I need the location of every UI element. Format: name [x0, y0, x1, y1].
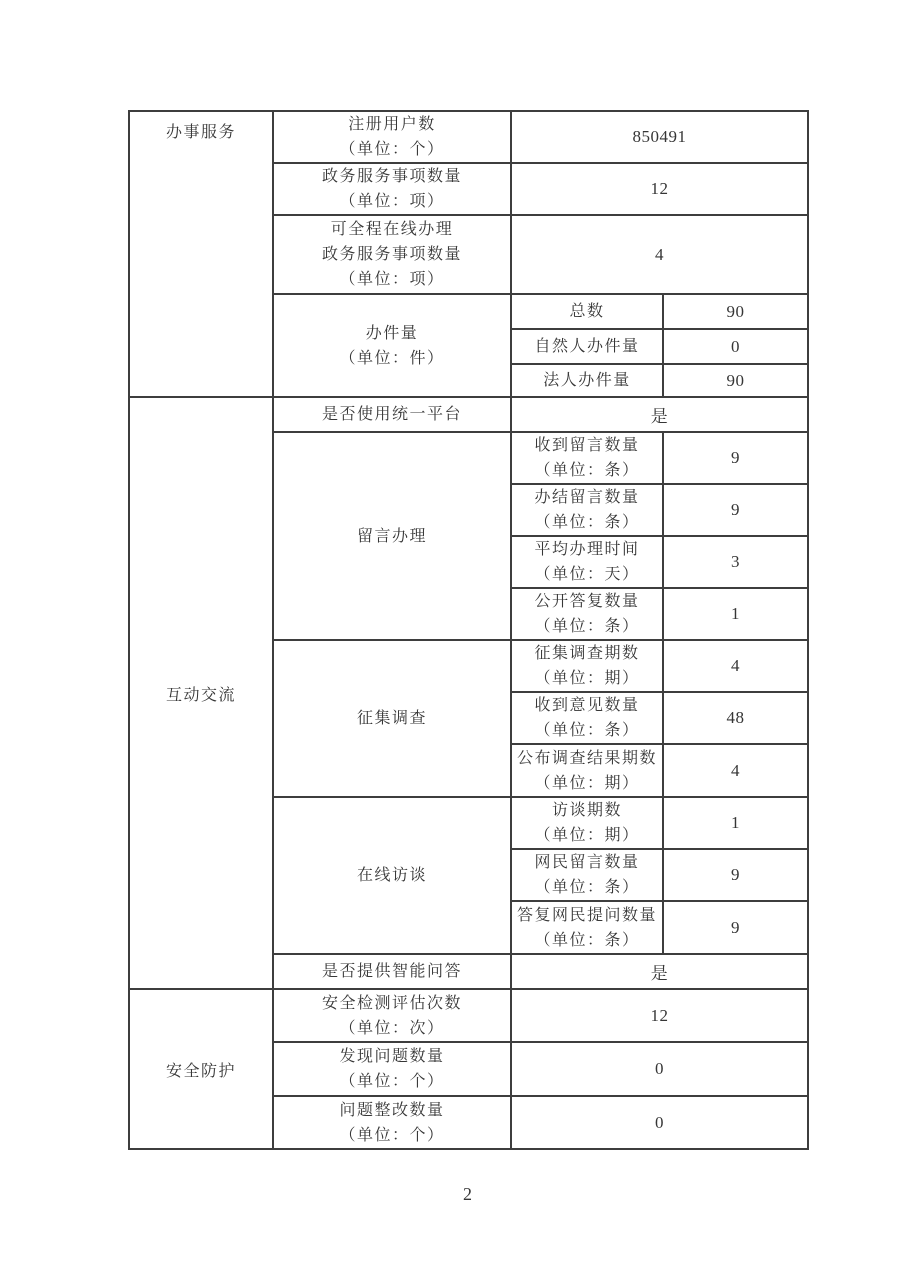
- submetric-label-cell: 法人办件量: [511, 364, 663, 397]
- group-label-cell: 在线访谈: [273, 797, 511, 954]
- table-row: [129, 397, 808, 432]
- value-cell: 是: [511, 397, 808, 432]
- value-cell: 9: [663, 849, 808, 901]
- metric-name: 答复网民提问数量: [516, 906, 657, 924]
- metric-name: 发现问题数量: [339, 1048, 445, 1065]
- metric-unit: （单位：条）: [534, 722, 640, 739]
- submetric-label-cell: [511, 901, 663, 954]
- value-cell: 0: [663, 329, 808, 364]
- page-number: 2: [463, 1184, 472, 1204]
- group-unit: （单位：件）: [339, 349, 445, 367]
- metric-name: 访谈期数: [551, 802, 622, 819]
- metric-name: 安全检测评估次数: [321, 994, 462, 1012]
- report-table: [128, 110, 809, 1150]
- metric-unit: （单位：个）: [339, 141, 445, 158]
- metric-name: 收到意见数量: [534, 697, 640, 714]
- category-interaction: [129, 397, 273, 989]
- category-security: [129, 989, 273, 1149]
- value-cell: 是: [511, 954, 808, 989]
- metric-unit: （单位：条）: [534, 618, 640, 635]
- submetric-label-cell: [511, 484, 663, 536]
- metric-unit: （单位：条）: [534, 462, 640, 479]
- value-cell: 12: [511, 989, 808, 1042]
- category-label: 互动交流: [165, 686, 236, 704]
- metric-name: 收到留言数量: [534, 437, 640, 454]
- metric-label-cell: 是否使用统一平台: [273, 397, 511, 432]
- metric-name: 注册用户数: [348, 116, 436, 133]
- value-cell: 4: [663, 640, 808, 692]
- metric-name: 征集调查期数: [534, 645, 640, 662]
- metric-unit: （单位：条）: [534, 879, 640, 896]
- metric-unit: （单位：条）: [534, 514, 640, 531]
- metric-label-cell: [273, 1096, 511, 1149]
- submetric-label-cell: [511, 640, 663, 692]
- metric-unit: （单位：期）: [534, 774, 640, 792]
- table-row: [129, 111, 808, 163]
- metric-unit: （单位：期）: [534, 827, 640, 844]
- metric-name: 问题整改数量: [339, 1101, 445, 1119]
- value-cell: 0: [511, 1042, 808, 1096]
- value-cell: 4: [663, 744, 808, 797]
- submetric-label-cell: 总数: [511, 294, 663, 329]
- metric-name: 平均办理时间: [534, 541, 640, 558]
- metric-label-cell: [273, 1042, 511, 1096]
- value-cell: 3: [663, 536, 808, 588]
- metric-name: 办结留言数量: [534, 489, 640, 506]
- metric-unit: （单位：次）: [339, 1019, 445, 1037]
- category-label: 办事服务: [165, 124, 236, 141]
- metric-unit: （单位：天）: [534, 566, 640, 583]
- group-name: 办件量: [365, 324, 419, 342]
- metric-unit: （单位：个）: [339, 1126, 445, 1144]
- value-cell: 4: [511, 215, 808, 294]
- submetric-label-cell: [511, 744, 663, 797]
- group-label-cell: 留言办理: [273, 432, 511, 640]
- metric-label-cell: [273, 163, 511, 215]
- metric-unit: （单位：个）: [339, 1073, 445, 1090]
- table-row: [129, 989, 808, 1042]
- metric-name: 可全程在线办理: [330, 221, 454, 238]
- value-cell: 9: [663, 484, 808, 536]
- metric-label-cell: [273, 989, 511, 1042]
- value-cell: 90: [663, 364, 808, 397]
- metric-name: 政务服务事项数量: [321, 246, 462, 263]
- metric-unit: （单位：项）: [339, 271, 445, 288]
- value-cell: 48: [663, 692, 808, 744]
- category-label: 安全防护: [165, 1062, 236, 1080]
- metric-name: 政务服务事项数量: [321, 168, 462, 185]
- group-label-cell: [273, 294, 511, 397]
- metric-label-cell: [273, 215, 511, 294]
- value-cell: 850491: [511, 111, 808, 163]
- submetric-label-cell: [511, 692, 663, 744]
- submetric-label-cell: [511, 536, 663, 588]
- metric-unit: （单位：期）: [534, 670, 640, 687]
- submetric-label-cell: [511, 432, 663, 484]
- submetric-label-cell: [511, 849, 663, 901]
- submetric-label-cell: [511, 588, 663, 640]
- submetric-label-cell: [511, 797, 663, 849]
- value-cell: 90: [663, 294, 808, 329]
- value-cell: 9: [663, 432, 808, 484]
- metric-name: 网民留言数量: [534, 854, 640, 871]
- metric-label-cell: 是否提供智能问答: [273, 954, 511, 989]
- category-service: [129, 111, 273, 397]
- metric-name: 公布调查结果期数: [516, 749, 657, 767]
- value-cell: 9: [663, 901, 808, 954]
- value-cell: 1: [663, 588, 808, 640]
- value-cell: 0: [511, 1096, 808, 1149]
- group-label-cell: 征集调查: [273, 640, 511, 797]
- metric-name: 公开答复数量: [534, 593, 640, 610]
- metric-label-cell: [273, 111, 511, 163]
- metric-unit: （单位：条）: [534, 931, 640, 949]
- value-cell: 1: [663, 797, 808, 849]
- value-cell: 12: [511, 163, 808, 215]
- metric-unit: （单位：项）: [339, 193, 445, 210]
- submetric-label-cell: 自然人办件量: [511, 329, 663, 364]
